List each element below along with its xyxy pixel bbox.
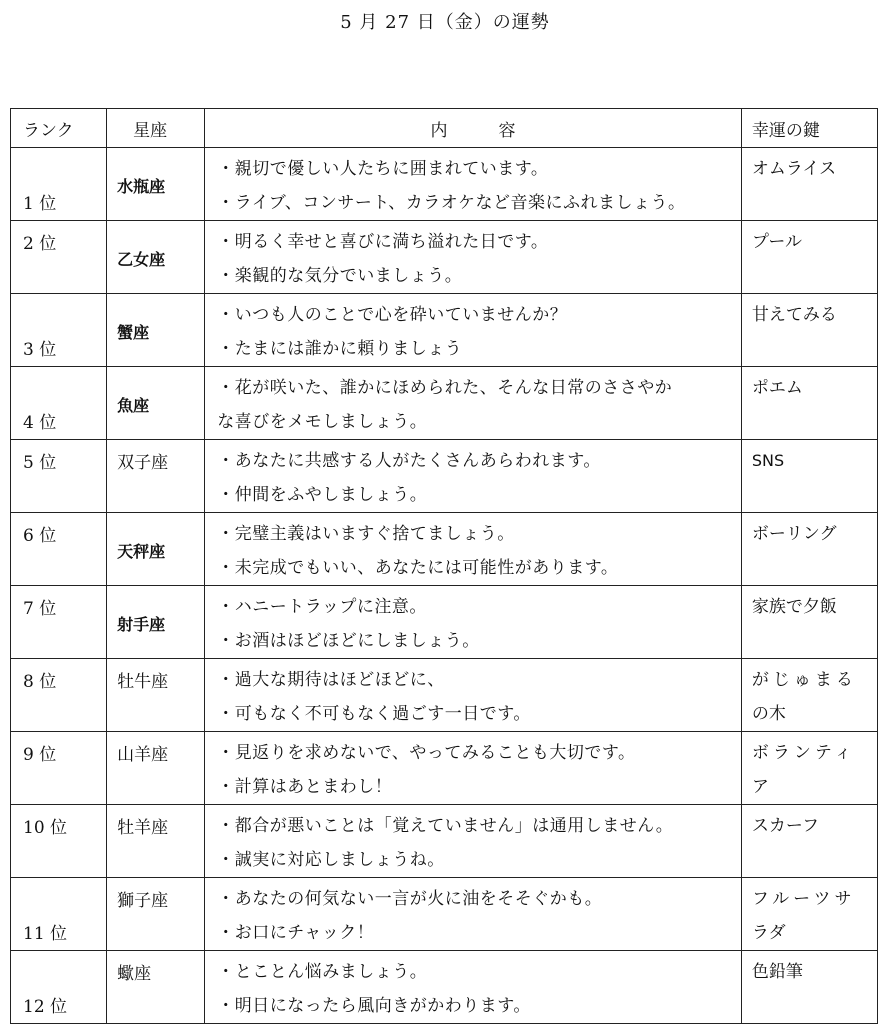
lucky-key-cell [741,951,877,1024]
lucky-key: ボーリング [751,524,837,544]
rank-label: 12 位 [23,997,68,1017]
lucky-key: 色鉛筆 [751,962,803,982]
lucky-key: プール [751,232,802,252]
sign-label: 山羊座 [117,745,169,765]
sign-label: 牡羊座 [117,818,169,838]
lucky-key-cell [741,513,877,586]
table-row [11,294,878,367]
rank-cell [11,878,107,951]
sign-label: 射手座 [117,615,166,634]
content-line: ・見返りを求めないで、やってみることも大切です。 [217,743,636,763]
content-cell [205,951,742,1024]
content-line: ・あなたに共感する人がたくさんあらわれます。 [217,451,601,471]
content-line: ・誠実に対応しましょうね。 [217,850,445,870]
content-line: ・ライブ、コンサート、カラオケなど音楽にふれましょう。 [217,193,686,213]
content-cell [205,586,742,659]
rank-label: 7 位 [23,599,57,619]
lucky-key-cell [741,294,877,367]
lucky-key: 甘えてみる [751,305,837,325]
horoscope-table [10,108,878,1024]
content-cell [205,878,742,951]
table-row [11,221,878,294]
sign-label: 乙女座 [117,250,166,269]
content-line: な喜びをメモしましょう。 [217,412,428,432]
rank-label: 4 位 [23,413,57,433]
page-title: 5 月 27 日（金）の運勢 [340,12,550,33]
lucky-key-cell [741,367,877,440]
lucky-key-cell [741,148,877,221]
sign-label: 双子座 [117,453,169,473]
lucky-key: スカーフ [751,816,819,836]
lucky-key-cell [741,805,877,878]
sign-cell [107,805,205,878]
rank-cell [11,367,107,440]
content-line: ・お酒はほどほどにしましょう。 [217,631,480,651]
rank-label: 1 位 [23,194,57,214]
content-line: ・可もなく不可もなく過ごす一日です。 [217,704,531,724]
content-line: ・とことん悩みましょう。 [217,962,428,982]
lucky-key-cell [741,440,877,513]
rank-label: 10 位 [23,818,68,838]
content-cell [205,732,742,805]
content-cell [205,148,742,221]
table-row [11,513,878,586]
sign-label: 天秤座 [117,542,166,561]
table-row [11,367,878,440]
rank-cell [11,221,107,294]
header-content: 内 容 [205,109,742,148]
lucky-key-cell [741,586,877,659]
header-key: 幸運の鍵 [741,109,877,148]
lucky-key: SNS [751,451,785,470]
sign-cell [107,659,205,732]
content-line: ・楽観的な気分でいましょう。 [217,266,463,286]
sign-label: 魚座 [117,396,150,415]
content-cell [205,367,742,440]
rank-cell [11,148,107,221]
content-cell [205,513,742,586]
table-row [11,951,878,1024]
content-line: ・いつも人のことで心を砕いていませんか？ [217,305,568,325]
rank-cell [11,951,107,1024]
table-row [11,148,878,221]
content-cell [205,221,742,294]
rank-cell [11,294,107,367]
content-line: ・たまには誰かに頼りましょう [217,339,463,359]
lucky-key: がじゅまる [751,670,857,690]
sign-cell [107,294,205,367]
sign-cell [107,513,205,586]
lucky-key-cell [741,221,877,294]
sign-label: 獅子座 [117,891,169,911]
lucky-key: ボランティ [751,743,856,763]
rank-cell [11,513,107,586]
rank-label: 5 位 [23,453,57,473]
rank-label: 9 位 [23,745,57,765]
lucky-key: 家族で夕飯 [751,597,837,617]
lucky-key-cell [741,878,877,951]
content-line: ・完璧主義はいますぐ捨てましょう。 [217,524,515,544]
content-line: ・親切で優しい人たちに囲まれています。 [217,159,549,179]
sign-cell [107,732,205,805]
sign-label: 蠍座 [117,964,152,984]
rank-label: 11 位 [23,924,68,944]
content-line: ・計算はあとまわし！ [217,777,393,797]
content-line: ・仲間をふやしましょう。 [217,485,428,505]
content-line: ・花が咲いた、誰かにほめられた、そんな日常のささやか [217,378,673,398]
sign-cell [107,951,205,1024]
lucky-key-cell [741,659,877,732]
table-row [11,440,878,513]
table-row [11,586,878,659]
sign-cell [107,367,205,440]
content-line: ・あなたの何気ない一言が火に油をそそぐかも。 [217,889,603,909]
content-cell [205,294,742,367]
lucky-key: オムライス [751,159,837,179]
content-line: ・都合が悪いことは「覚えていません」は通用しません。 [217,816,674,836]
sign-cell [107,878,205,951]
lucky-key: の木 [751,704,786,724]
table-row [11,659,878,732]
rank-cell [11,659,107,732]
table-row [11,878,878,951]
rank-label: 8 位 [23,672,57,692]
lucky-key: ポエム [751,378,803,398]
content-line: ・未完成でもいい、あなたには可能性があります。 [217,558,619,578]
content-line: ・ハニートラップに注意。 [217,597,427,617]
rank-cell [11,440,107,513]
rank-label: 6 位 [23,526,57,546]
content-line: ・お口にチャック！ [217,923,375,943]
rank-cell [11,586,107,659]
sign-cell [107,148,205,221]
header-sign: 星座 [107,109,205,148]
rank-label: 3 位 [23,340,57,360]
sign-cell [107,440,205,513]
rank-cell [11,732,107,805]
rank-label: 2 位 [23,234,57,254]
lucky-key: フルーツサ [751,889,856,909]
rank-cell [11,805,107,878]
sign-label: 牡牛座 [117,672,169,692]
table-row [11,805,878,878]
lucky-key: ラダ [751,923,786,943]
lucky-key-cell [741,732,877,805]
content-line: ・過大な期待はほどほどに、 [217,670,445,690]
content-cell [205,440,742,513]
sign-label: 蟹座 [117,323,150,342]
sign-cell [107,586,205,659]
table-header-row [11,109,878,148]
sign-label: 水瓶座 [117,177,166,196]
content-cell [205,805,742,878]
content-cell [205,659,742,732]
content-line: ・明るく幸せと喜びに満ち溢れた日です。 [217,232,549,252]
sign-cell [107,221,205,294]
table-row [11,732,878,805]
header-rank: ランク [11,109,107,148]
content-line: ・明日になったら風向きがかわります。 [217,996,531,1016]
lucky-key: ア [751,777,769,797]
